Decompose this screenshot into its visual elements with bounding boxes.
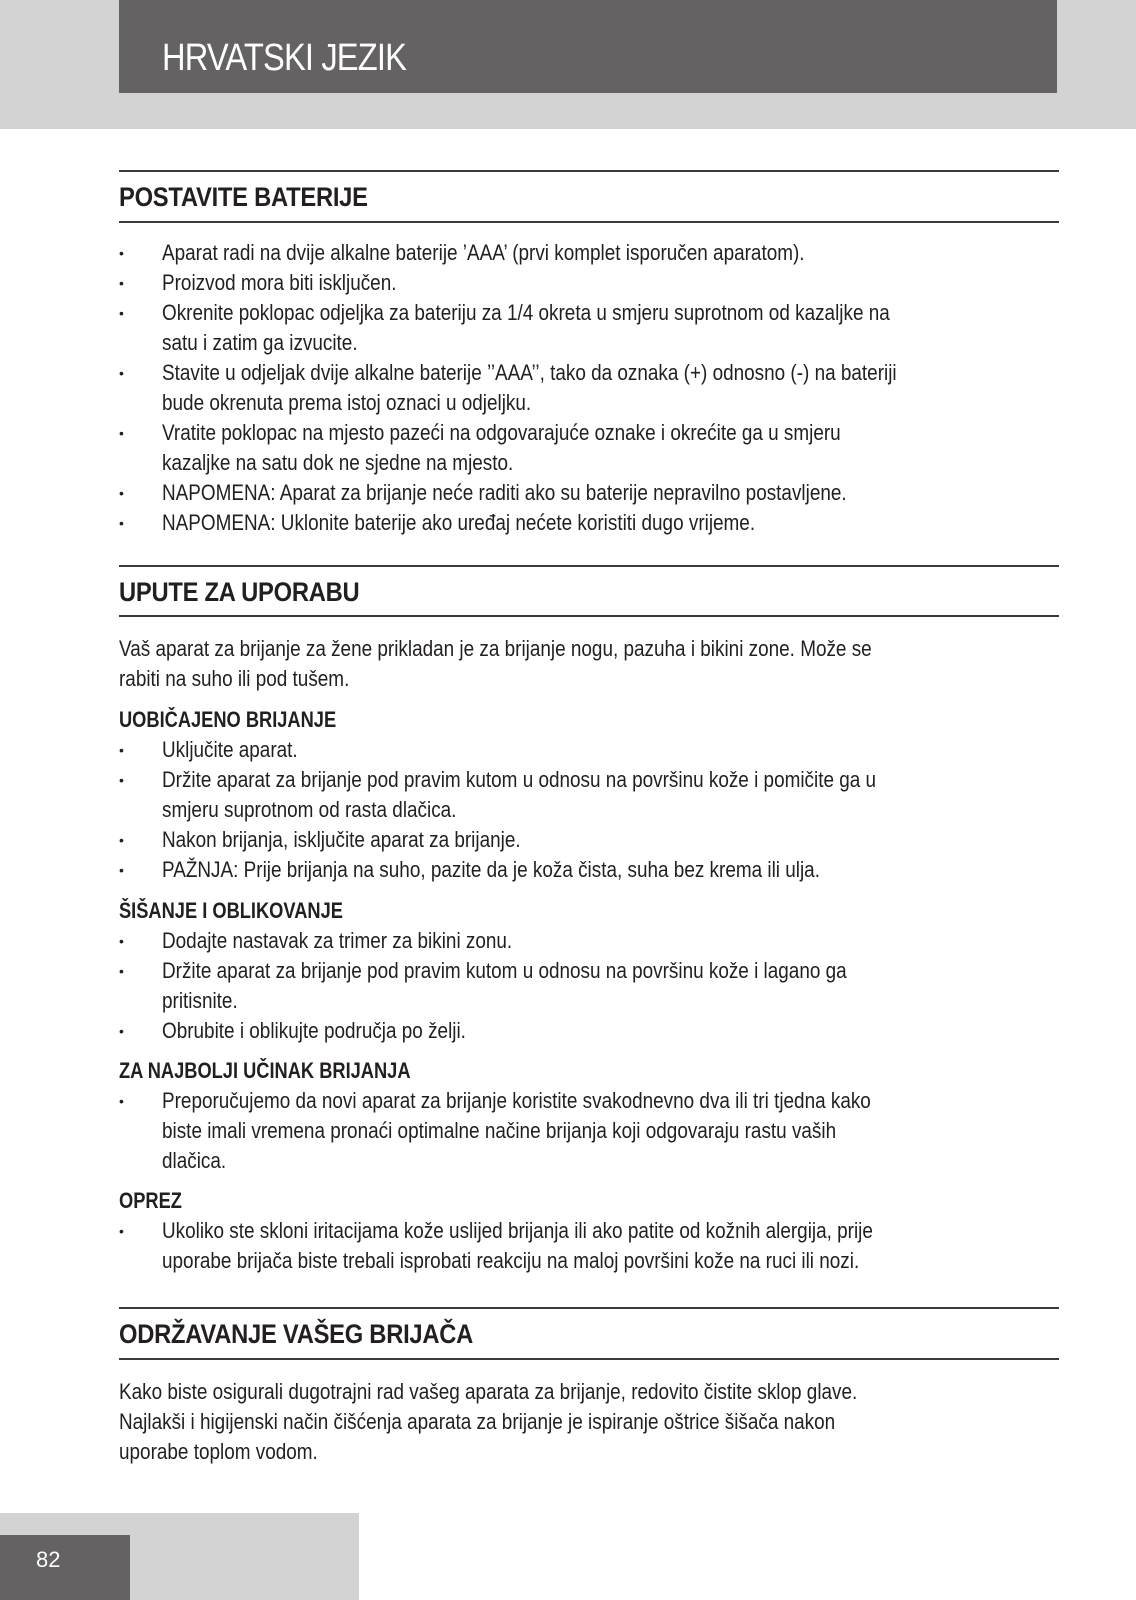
bullet-icon: • (119, 772, 124, 788)
section-rule-top (119, 1307, 1059, 1309)
page-number-box (0, 1535, 130, 1600)
bullet-icon: • (119, 275, 124, 291)
bullet-icon: • (119, 1023, 124, 1039)
section-title-batteries: POSTAVITE BATERIJE (119, 182, 368, 212)
bullet-icon: • (119, 742, 124, 758)
list-item-cont: smjeru suprotnom od rasta dlačica. (162, 797, 457, 822)
list-item: Uključite aparat. (162, 737, 298, 762)
list-item-cont: bude okrenuta prema istoj oznaci u odjeljku. (162, 390, 532, 415)
list-item: NAPOMENA: Aparat za brijanje neće raditi ako su baterije nepravilno postavljene. (162, 480, 847, 505)
maintenance-text-cont: uporabe toplom vodom. (119, 1439, 318, 1464)
list-item: Stavite u odjeljak dvije alkalne baterije ’’AAA’’, tako da oznaka (+) odnosno (-) na bateriji (162, 360, 897, 385)
list-item-cont: dlačica. (162, 1148, 227, 1173)
section-rule-top (119, 170, 1059, 172)
section-rule-bottom (119, 221, 1059, 223)
usage-intro-cont: rabiti na suho ili pod tušem. (119, 666, 350, 691)
page-title: HRVATSKI JEZIK (162, 37, 407, 79)
section-rule-bottom (119, 615, 1059, 617)
subsection-title-trimming: ŠIŠANJE I OBLIKOVANJE (119, 898, 343, 923)
subsection-title-caution: OPREZ (119, 1188, 182, 1213)
list-item: Okrenite poklopac odjeljka za bateriju za 1/4 okreta u smjeru suprotnom od kazaljke na (162, 300, 890, 325)
bullet-icon: • (119, 365, 124, 381)
list-item: Nakon brijanja, isključite aparat za brijanje. (162, 827, 521, 852)
bullet-icon: • (119, 832, 124, 848)
section-rule-top (119, 565, 1059, 567)
bullet-icon: • (119, 963, 124, 979)
section-title-maintenance: ODRŽAVANJE VAŠEG BRIJAČA (119, 1319, 474, 1349)
maintenance-text: Kako biste osigurali dugotrajni rad vašeg aparata za brijanje, redovito čistite sklop glave. (119, 1379, 858, 1404)
usage-intro: Vaš aparat za brijanje za žene prikladan je za brijanje nogu, pazuha i bikini zone. Može se (119, 636, 872, 661)
list-item-cont: satu i zatim ga izvucite. (162, 330, 358, 355)
section-rule-bottom (119, 1358, 1059, 1360)
list-item-cont: pritisnite. (162, 988, 238, 1013)
header-band (0, 0, 1136, 129)
subsection-title-regular-shaving: UOBIČAJENO BRIJANJE (119, 707, 337, 732)
bullet-icon: • (119, 425, 124, 441)
list-item: PAŽNJA: Prije brijanja na suho, pazite da je koža čista, suha bez krema ili ulja. (162, 857, 820, 882)
list-item: NAPOMENA: Uklonite baterije ako uređaj nećete koristiti dugo vrijeme. (162, 510, 756, 535)
list-item-cont: uporabe brijača biste trebali isprobati reakciju na maloj površini kože na ruci ili nozi. (162, 1248, 860, 1273)
bullet-icon: • (119, 305, 124, 321)
header-title-box (119, 0, 1057, 93)
bullet-icon: • (119, 1093, 124, 1109)
list-item: Vratite poklopac na mjesto pazeći na odgovarajuće oznake i okrećite ga u smjeru (162, 420, 841, 445)
list-item: Preporučujemo da novi aparat za brijanje koristite svakodnevno dva ili tri tjedna kako (162, 1088, 871, 1113)
bullet-icon: • (119, 862, 124, 878)
list-item: Obrubite i oblikujte područja po želji. (162, 1018, 466, 1043)
bullet-icon: • (119, 515, 124, 531)
list-item: Držite aparat za brijanje pod pravim kutom u odnosu na površinu kože i pomičite ga u (162, 767, 877, 792)
subsection-title-best-results: ZA NAJBOLJI UČINAK BRIJANJA (119, 1058, 411, 1083)
bullet-icon: • (119, 485, 124, 501)
maintenance-text-cont: Najlakši i higijenski način čišćenja aparata za brijanje je ispiranje oštrice šišača nakon (119, 1409, 836, 1434)
list-item: Aparat radi na dvije alkalne baterije ’AAA’ (prvi komplet isporučen aparatom). (162, 240, 805, 265)
section-title-usage: UPUTE ZA UPORABU (119, 577, 360, 607)
list-item-cont: kazaljke na satu dok ne sjedne na mjesto. (162, 450, 514, 475)
list-item: Držite aparat za brijanje pod pravim kutom u odnosu na površinu kože i lagano ga (162, 958, 847, 983)
bullet-icon: • (119, 933, 124, 949)
page-number: 82 (36, 1547, 61, 1572)
bullet-icon: • (119, 1223, 124, 1239)
list-item: Proizvod mora biti isključen. (162, 270, 397, 295)
bullet-icon: • (119, 245, 124, 261)
list-item-cont: biste imali vremena pronaći optimalne načine brijanja koji odgovaraju rastu vaših (162, 1118, 837, 1143)
list-item: Ukoliko ste skloni iritacijama kože uslijed brijanja ili ako patite od kožnih alergija, prije (162, 1218, 873, 1243)
list-item: Dodajte nastavak za trimer za bikini zonu. (162, 928, 513, 953)
